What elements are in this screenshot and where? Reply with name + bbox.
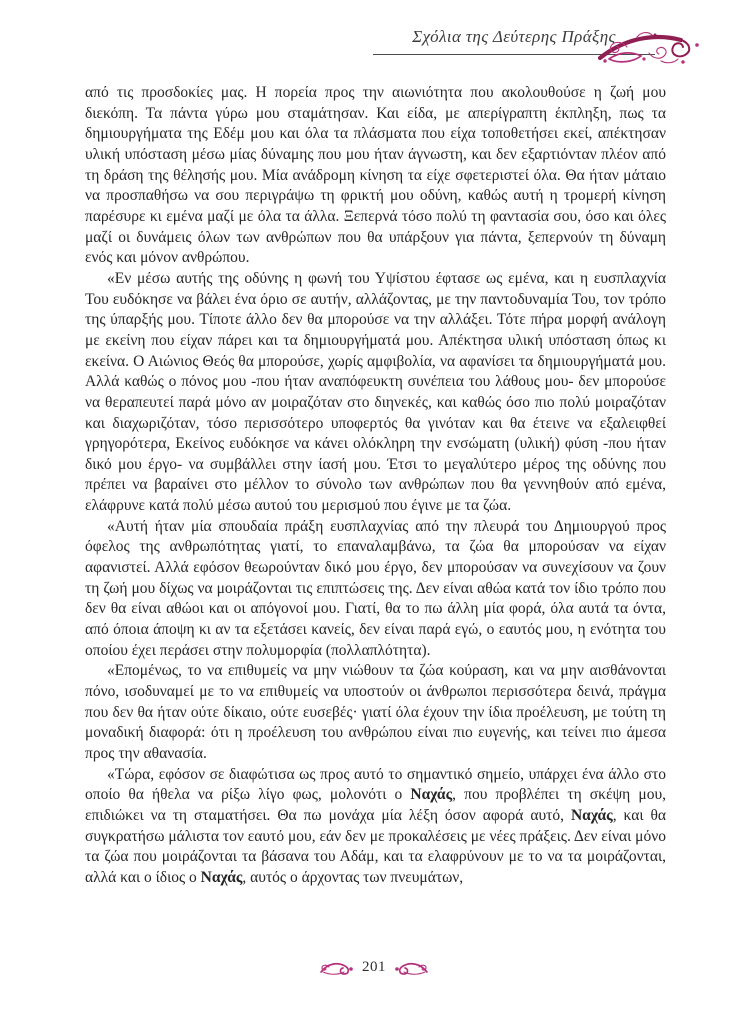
- running-head-title: Σχόλια της Δεύτερης Πράξης: [412, 27, 616, 46]
- paragraph: «Αυτή ήταν μία σπουδαία πράξη ευσπλαχνίας από την πλευρά του Δημιουργού προς όφελος της ανθρωπότητας γιατί, το επαναλαμβάνω, τα ζώα θα μπορούσαν να είχαν αφανιστεί. Αλλά εφόσον θεωρούνταν δικό μου έργο, δεν μπορούσαν να συνεχίσουν να ζουν τη ζωή μου δίχως να μοιράζονται τις επιπτώσεις της. Δεν είναι αθώα κατά τον ίδιο τρόπο που δεν θα είναι αθώοι και οι απόγονοί μου. Γιατί, θα το πω άλλη μία φορά, όλα αυτά τα όντα, από όποια άποψη κι αν τα εξετάσει κανείς, δεν είναι παρά εγώ, ο εαυτός μου, η ενότητα του οποίου έχει περάσει στην πολυμορφία (πολλαπλότητα).: [85, 517, 666, 659]
- page-footer: [0, 959, 748, 976]
- paragraph: «Εν μέσω αυτής της οδύνης η φωνή του Υψίστου έφτασε ως εμένα, και η ευσπλαχνία Του ευδόκησε να βάλει ένα όριο σε αυτήν, αλλάζοντας, με την παντοδυναμία Του, τον τρόπο της ύπαρξής μου. Τίποτε άλλο δεν θα μπορούσε να την αλλάξει. Τότε πήρα μορφή ανάλογη με εκείνη που είχαν πάρει και τα δημιουργήματά μου. Απέκτησα υλική υπόσταση όπως κι εκείνα. Ο Αιώνιος Θεός θα μπορούσε, χωρίς αμφιβολία, να αφανίσει τα δημιουργήματά μου. Αλλά καθώς ο πόνος μου -που ήταν αναπόφευκτη συνέπεια του λάθους μου- δεν μπορούσε να θεραπευτεί παρά μόνο αν μοιραζόταν στο διηνεκές, και καθώς όσο πιο πολύ μοιραζόταν και διαχωριζόταν, τόσο περισσότερο υποφερτός θα γινόταν και θα έτεινε να εξαλειφθεί γρηγορότερα, Εκείνος ευδόκησε να κάνει ολόκληρη την ενσώματη (υλική) φύση -που ήταν δικό μου έργο- να συμβάλλει στην ίασή μου. Έτσι το μεγαλύτερο μέρος της οδύνης που πρέπει να βαραίνει στο μέλλον το σύνολο των ανθρώπων που θα γεννηθούν από εμένα, ελάφρυνε κατά πολύ μέσω αυτού του μερισμού που έγινε με τα ζώα.: [85, 269, 666, 515]
- footer-ornament-left-icon: [319, 960, 355, 976]
- page-body: [85, 83, 666, 889]
- page-header: [373, 27, 655, 55]
- paragraph: «Τώρα, εφόσον σε διαφώτισα ως προς αυτό το σημαντικό σημείο, υπάρχει ένα άλλο στο οποίο θα ήθελα να ρίξω λίγο φως, μολονότι ο Ναχάς, που προβλέπει τη σκέψη μου, επιδιώκει να τη σταματήσει. Θα πω μονάχα μία λέξη όσον αφορά αυτό, Ναχάς, και θα συγκρατήσω μάλιστα τον εαυτό μου, εάν δεν με προκαλέσεις με νέες πράξεις. Δεν είναι μόνο τα ζώα που μοιράζονται τα βάσανα του Αδάμ, και τα ελαφρύνουν με το να τα μοιράζονται, αλλά και ο ίδιος ο Ναχάς, αυτός ο άρχοντας των πνευμάτων,: [85, 765, 667, 886]
- page-number: 201: [362, 959, 386, 975]
- paragraph: από τις προσδοκίες μας. Η πορεία προς την αιωνιότητα που ακολουθούσε η ζωή μου διεκόπη. Τα πάντα γύρω μου σταμάτησαν. Και είδα, με απερίγραπτη έκπληξη, πως τα δημιουργήματα της Εδέμ μου και όλα τα πλάσματα που είχα τοποθετήσει εκεί, απέκτησαν υλική υπόσταση μέσω μίας δύναμης που μου ήταν άγνωστη, και δεν εξαρτιόνταν πλέον από τη δράση της θέλησής μου. Μία ανάδρομη κίνηση τα είχε σφετεριστεί όλα. Θα ήταν μάταιο να προσπαθήσω να σου περιγράψω τη φρικτή μου οδύνη, καθώς αυτή η τρομερή κίνηση παρέσυρε κι εμένα μαζί με όλα τα άλλα. Ξεπερνά τόσο πολύ τη φαντασία σου, όσο και όλες μαζί οι δυνάμεις όλων των ανθρώπων που θα υπάρξουν για πάντα, ξεπερνούν τη δύναμη ενός και μόνον ανθρώπου.: [85, 84, 666, 267]
- paragraph: «Επομένως, το να επιθυμείς να μην νιώθουν τα ζώα κούραση, και να μην αισθάνονται πόνο, ισοδυναμεί με το να επιθυμείς να υποστούν οι άνθρωποι περισσότερα δεινά, πράγμα που δεν θα ήταν ούτε δίκαιο, ούτε ευσεβές· γιατί όλα έχουν την ίδια προέλευση, με τούτη τη μοναδική διαφορά: ότι η προέλευση του ανθρώπου είναι πιο ευγενής, και τείνει πιο άμεσα προς την αθανασία.: [85, 662, 666, 762]
- footer-ornament-right-icon: [393, 960, 429, 976]
- header-flourish-icon: [597, 25, 703, 69]
